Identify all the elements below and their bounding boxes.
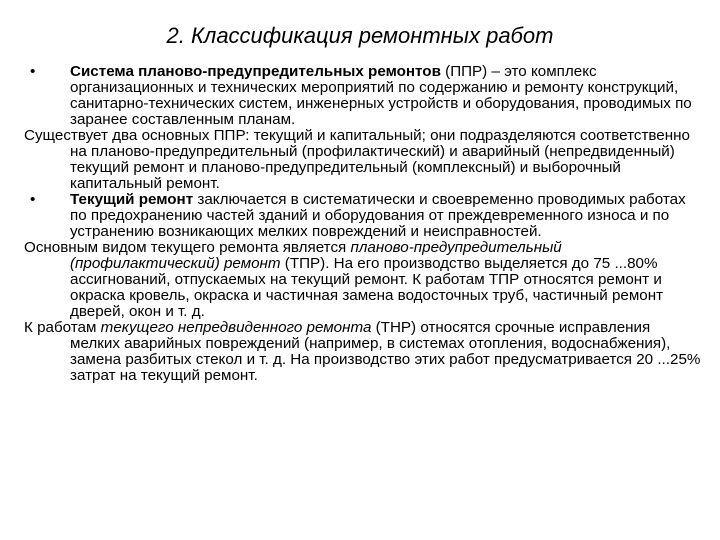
paragraph-tpr <box>24 240 704 320</box>
term-ppr: Система планово-предупредительных ремонтов <box>70 63 441 80</box>
paragraph-current-repair <box>24 192 704 240</box>
bullet-icon: • <box>30 191 36 208</box>
ppr-definition-text: (ППР) – это комплекс организационных и технических мероприятий по содержанию и ремонту конструкций, санитарно-технических систем, инженерных устройств и оборудования, проводимых по заранее составленным планам. <box>70 63 692 128</box>
slide-title: 2. Классификация ремонтных работ <box>166 23 554 48</box>
tpr-intro-text: Основным видом текущего ремонта является <box>24 239 351 256</box>
tnr-intro-text: К работам <box>24 319 101 336</box>
paragraph-ppr-types <box>24 128 704 192</box>
current-repair-text: заключается в систематически и своевременно проводимых работах по предохранению частей зданий и оборудования от преждевременного износа и по устранению возникающих мелких повреждений и неисправностей. <box>70 191 686 240</box>
paragraph-tnr <box>24 320 704 384</box>
term-tpr: планово-предупредительный (профилактический) ремонт <box>70 239 562 272</box>
bullet-icon: • <box>30 63 36 80</box>
paragraph-ppr-definition <box>24 64 704 128</box>
term-tnr: текущего непредвиденного ремонта <box>100 319 372 336</box>
term-current-repair: Текущий ремонт <box>70 191 194 208</box>
slide-body <box>24 64 704 384</box>
tnr-text: (ТНР) относятся срочные исправления мелких аварийных повреждений (например, в системах отопления, водоснабжения), замена разбитых стекол и т. д. На производство этих работ предусматривается 20 ...25% затрат на текущий ремонт. <box>70 319 701 384</box>
ppr-types-text: Существует два основных ППР: текущий и капитальный; они подразделяются соответственно на планово-предупредительный (профилактический) и аварийный (непредвиденный) текущий ремонт и планово-предупредительный (комплексный) и выборочный капитальный ремонт. <box>24 127 690 192</box>
tpr-text: (ТПР). На его производство выделяется до 75 ...80% ассигнований, отпускаемых на текущий ремонт. К работам ТПР относятся ремонт и окраска кровель, окраска и частичная замена водосточных труб, частичный ремонт дверей, окон и т. д. <box>70 255 664 320</box>
